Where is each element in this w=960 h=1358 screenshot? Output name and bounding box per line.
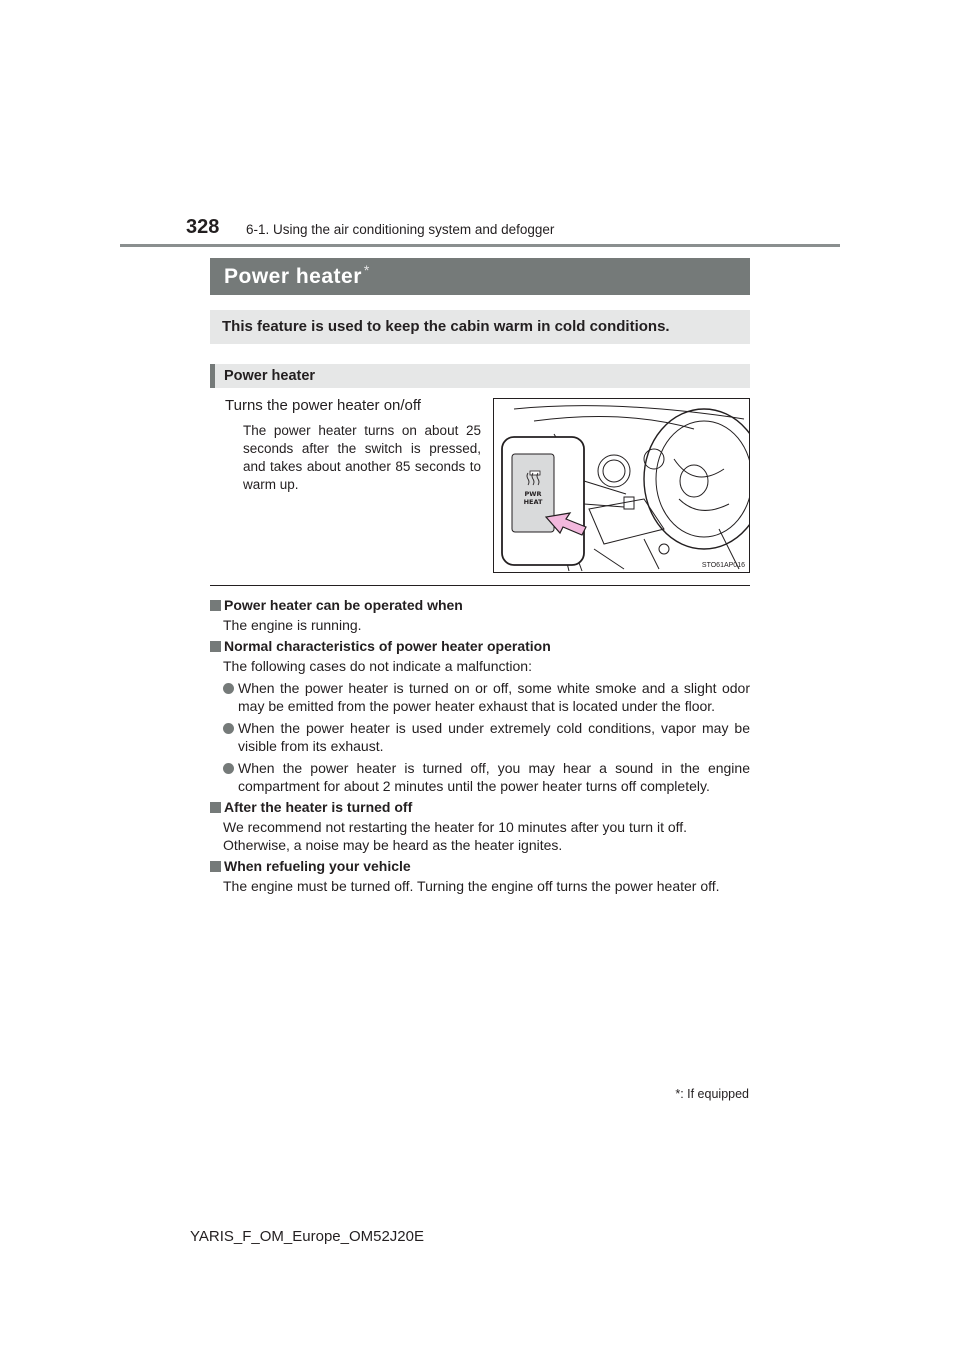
note-heading xyxy=(210,596,750,614)
note-heading-text: Normal characteristics of power heater operation xyxy=(224,638,551,654)
section-rule xyxy=(210,585,750,586)
dashboard-drawing xyxy=(494,399,750,573)
section-title-bar xyxy=(210,258,750,295)
note-heading-text: After the heater is turned off xyxy=(224,799,413,815)
if-equipped-marker: * xyxy=(363,262,370,278)
intro-box xyxy=(210,310,750,344)
note-body: The engine must be turned off. Turning the engine off turns the power heater off. xyxy=(223,878,720,894)
section-title-text: Power heater xyxy=(224,265,362,288)
button-label-heat: HEAT xyxy=(523,498,543,506)
note-bullet-text: When the power heater is turned off, you may hear a sound in the engine compartment for about 2 minutes until the power heater turns off completely. xyxy=(238,760,750,794)
section-title xyxy=(224,262,370,289)
square-bullet-icon xyxy=(210,600,221,611)
switch-description: The power heater turns on about 25 seconds after the switch is pressed, and takes about another 85 seconds to warm up. xyxy=(243,423,481,492)
round-bullet-icon xyxy=(223,763,234,774)
notes-section xyxy=(210,593,750,895)
subsection-title: Power heater xyxy=(224,368,316,384)
button-label-pwr: PWR xyxy=(524,490,542,498)
note-bullet-text: When the power heater is used under extremely cold conditions, vapor may be visible from its exhaust. xyxy=(238,720,750,754)
switch-caption: Turns the power heater on/off xyxy=(225,397,421,414)
round-bullet-icon xyxy=(223,683,234,694)
note-heading xyxy=(210,637,750,655)
note-heading xyxy=(210,798,750,816)
intro-text: This feature is used to keep the cabin warm in cold conditions. xyxy=(222,318,670,335)
note-bullet-text: When the power heater is turned on or off, some white smoke and a slight odor may be emitted from the power heater exhaust that is located under the floor. xyxy=(238,680,750,714)
note-body: We recommend not restarting the heater for 10 minutes after you turn it off. Otherwise, a noise may be heard as the heater ignites. xyxy=(223,819,688,853)
note-bullet xyxy=(223,759,750,795)
square-bullet-icon xyxy=(210,641,221,652)
note-body: The engine is running. xyxy=(223,617,362,633)
subsection-accent xyxy=(210,364,215,388)
square-bullet-icon xyxy=(210,861,221,872)
figure-code: STO61AP016 xyxy=(701,562,745,569)
chapter-title: 6-1. Using the air conditioning system and defogger xyxy=(246,222,555,237)
dashboard-illustration xyxy=(493,398,750,573)
document-footer: YARIS_F_OM_Europe_OM52J20E xyxy=(190,1228,425,1245)
note-bullet xyxy=(223,719,750,755)
note-heading-text: Power heater can be operated when xyxy=(224,597,463,613)
page-number: 328 xyxy=(186,216,220,238)
subsection-bar xyxy=(210,364,750,388)
square-bullet-icon xyxy=(210,802,221,813)
note-bullet xyxy=(223,679,750,715)
round-bullet-icon xyxy=(223,723,234,734)
note-body: The following cases do not indicate a malfunction: xyxy=(223,658,532,674)
note-heading xyxy=(210,857,750,875)
note-heading-text: When refueling your vehicle xyxy=(224,858,411,874)
header-rule xyxy=(120,244,840,247)
footnote: *: If equipped xyxy=(675,1087,749,1101)
